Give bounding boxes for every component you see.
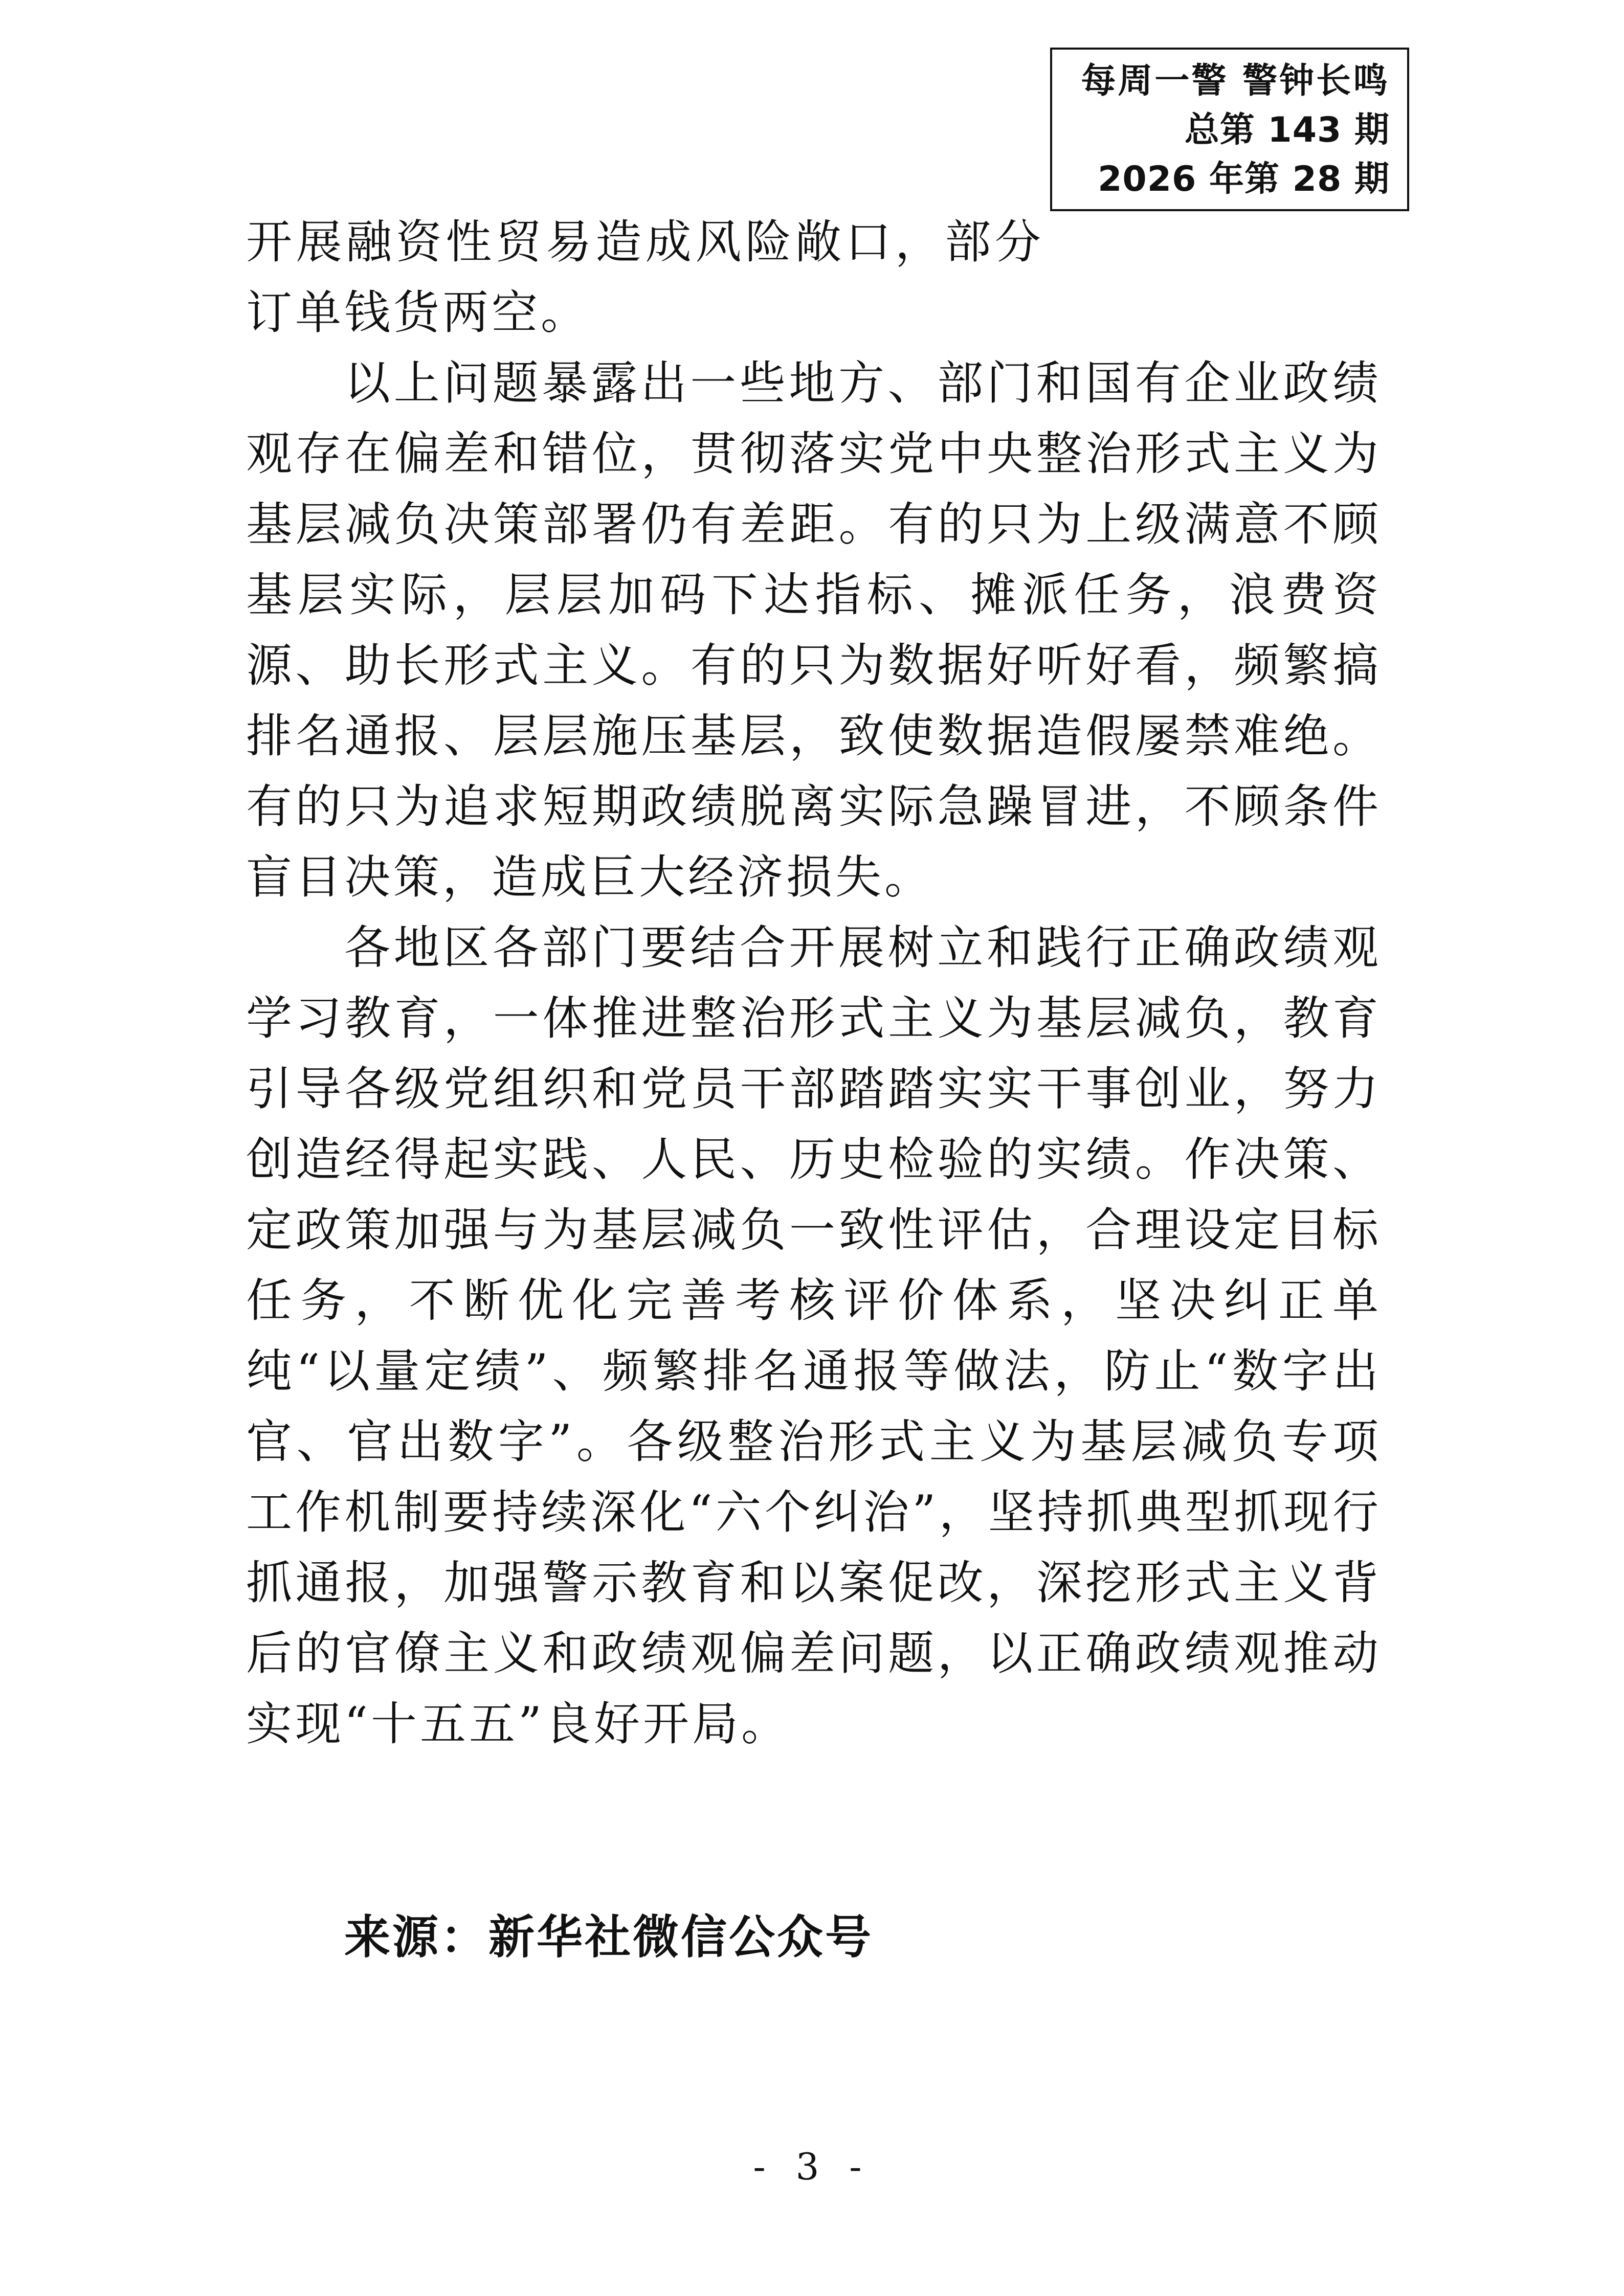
source-line: 来源：新华社微信公众号: [344, 1910, 873, 1964]
header-slogan: 每周一警 警钟长鸣: [1081, 61, 1390, 101]
issue-header-box: [1050, 48, 1409, 211]
header-total-issue: 总第 143 期: [1184, 110, 1390, 150]
continuation-paragraph: 开展融资性贸易造成风险敞口，部分订单钱货两空。: [246, 215, 1044, 340]
article-body: [246, 207, 1382, 1760]
page-number: - 3 -: [753, 2145, 871, 2188]
header-year-issue: 2026 年第 28 期: [1098, 159, 1390, 199]
body-paragraph-2: 各地区各部门要结合开展树立和践行正确政绩观学习教育，一体推进整治形式主义为基层减负，教育引导各级党组织和党员干部踏踏实实干事创业，努力创造经得起实践、人民、历史检验的实绩。作决策、定政策加强与为基层减负一致性评估，合理设定目标任务，不断优化完善考核评价体系，坚决纠正单纯“以量定绩”、频繁排名通报等做法，防止“数字出官、官出数字”。各级整治形式主义为基层减负专项工作机制要持续深化“六个纠治”，坚持抓典型抓现行抓通报，加强警示教育和以案促改，深挖形式主义背后的官僚主义和政绩观偏差问题，以正确政绩观推动实现“十五五”良好开局。: [246, 921, 1382, 1751]
body-paragraph-1: 以上问题暴露出一些地方、部门和国有企业政绩观存在偏差和错位，贯彻落实党中央整治形式主义为基层减负决策部署仍有差距。有的只为上级满意不顾基层实际，层层加码下达指标、摊派任务，浪费资源、助长形式主义。有的只为数据好听好看，频繁搞排名通报、层层施压基层，致使数据造假屡禁难绝。有的只为追求短期政绩脱离实际急躁冒进，不顾条件盲目决策，造成巨大经济损失。: [246, 356, 1382, 904]
